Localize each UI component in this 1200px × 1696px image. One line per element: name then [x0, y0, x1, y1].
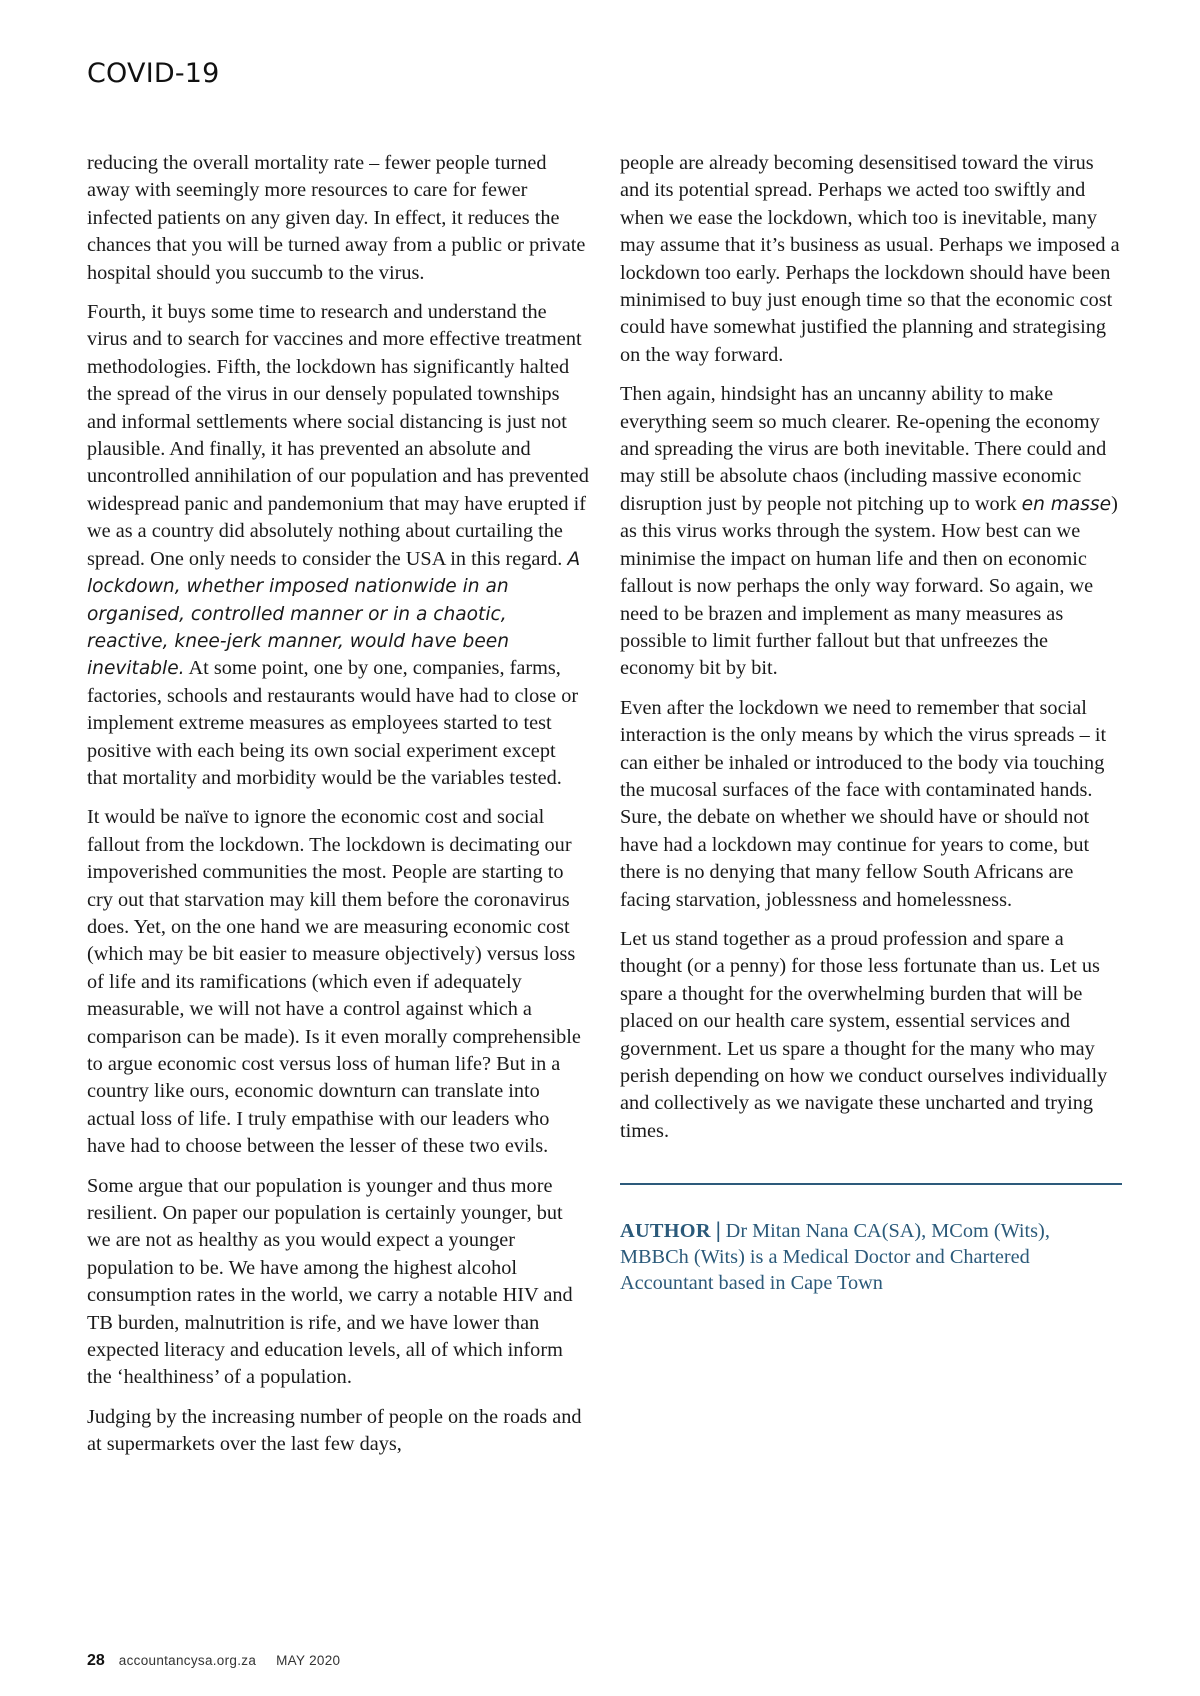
- paragraph: Even after the lockdown we need to remember that social interaction is the only means by which the virus spreads – it can either be inhaled or introduced to the body via touching the mucosal surfaces of the face with contaminated hands. Sure, the debate on whether we should have or should not have had a lockdown may continue for years to come, but there is no denying that many fellow South Africans are facing starvation, joblessness and homelessness.: [620, 696, 1107, 911]
- page-number: 28: [87, 1652, 105, 1669]
- emphasis-text: en masse: [1021, 493, 1112, 515]
- right-column: [620, 150, 1122, 1296]
- pull-quote: A lockdown, whether imposed nationwide in an organised, controlled manner or in a chaotic, reactive, knee-jerk manner, would have been inevitable.: [87, 548, 581, 680]
- paragraph: reducing the overall mortality rate – fewer people turned away with seemingly more resources to care for fewer infected patients on any given day. In effect, it reduces the chances that you will be turned away from a public or private hospital should you succumb to the virus.: [87, 152, 586, 284]
- page-footer: [87, 1652, 340, 1670]
- paragraph: people are already becoming desensitised toward the virus and its potential spread. Perhaps we acted too swiftly and when we ease the lockdown, which too is inevitable, many may assume that it’s business as usual. Perhaps we imposed a lockdown too early. Perhaps the lockdown should have been minimised to buy just enough time so that the economic cost could have somewhat justified the planning and strategising on the way forward.: [620, 152, 1120, 366]
- paragraph: [87, 299, 589, 792]
- author-separator: |: [714, 1218, 722, 1243]
- paragraph: Judging by the increasing number of people on the roads and at supermarkets over the last few days,: [87, 1405, 582, 1456]
- website-link[interactable]: accountancysa.org.za: [118, 1653, 257, 1668]
- left-column: [87, 150, 589, 1471]
- issue-date: MAY 2020: [276, 1653, 341, 1668]
- paragraph: It would be naïve to ignore the economic cost and social fallout from the lockdown. The lockdown is decimating our impoverished communities the most. People are starting to cry out that starvation may kill them before the coronavirus does. Yet, on the one hand we are measuring economic cost (which may be bit easier to measure objectively) versus loss of life and its ramifications (which even if adequately measurable, we will not have a control against which a comparison can be made). Is it even morally comprehensible to argue economic cost versus loss of human life? But in a country like ours, economic downturn can translate into actual loss of life. I truly empathise with our leaders who have had to choose between the lesser of these two evils.: [87, 806, 581, 1158]
- paragraph-text: At some point, one by one, companies, farms, factories, schools and restaurants would have had to close or implement extreme measures as employees started to test positive with each being its own social experiment except that mortality and morbidity would be the variables tested.: [87, 657, 579, 789]
- author-divider: [620, 1183, 1122, 1185]
- paragraph: Let us stand together as a proud profession and spare a thought (or a penny) for those less fortunate than us. Let us spare a thought for the overwhelming burden that will be placed on our health care system, essential services and government. Let us spare a thought for the many who may perish depending on how we conduct ourselves individually and collectively as we navigate these uncharted and trying times.: [620, 927, 1108, 1142]
- paragraph-text: ) as this virus works through the system. How best can we minimise the impact on human life and then on economic fallout is now perhaps the only way forward. So again, we need to be brazen and implement as many measures as possible to limit further fallout but that unfreezes the economy bit by bit.: [620, 492, 1118, 680]
- author-label: AUTHOR: [620, 1220, 711, 1243]
- section-title: COVID-19: [87, 58, 220, 89]
- paragraph: [620, 381, 1122, 682]
- author-bio: [620, 1217, 1122, 1296]
- paragraph: Some argue that our population is younger and thus more resilient. On paper our population is certainly younger, but we are not as healthy as you would expect a younger population to be. We have among the highest alcohol consumption rates in the world, we carry a notable HIV and TB burden, malnutrition is rife, and we have lower than expected literacy and education levels, all of which inform the ‘healthiness’ of a population.: [87, 1174, 573, 1389]
- paragraph-text: Fourth, it buys some time to research and understand the virus and to search for vaccines and more effective treatment methodologies. Fifth, the lockdown has significantly halted the spread of the virus in our densely populated townships and informal settlements where social distancing is just not plausible. And finally, it has prevented an absolute and uncontrolled annihilation of our population and has prevented widespread panic and pandemonium that may have erupted if we as a country did absolutely nothing about curtailing the spread. One only needs to consider the USA in this regard.: [87, 301, 589, 570]
- paragraph-text: Then again, hindsight has an uncanny ability to make everything seem so much clearer. Re-opening the economy and spreading the virus are both inevitable. There could and may still be absolute chaos (including massive economic disruption just by people not pitching up to work: [620, 383, 1107, 515]
- author-bio-text: Dr Mitan Nana CA(SA), MCom (Wits), MBBCh (Wits) is a Medical Doctor and Chartered Accountant based in Cape Town: [620, 1220, 1050, 1295]
